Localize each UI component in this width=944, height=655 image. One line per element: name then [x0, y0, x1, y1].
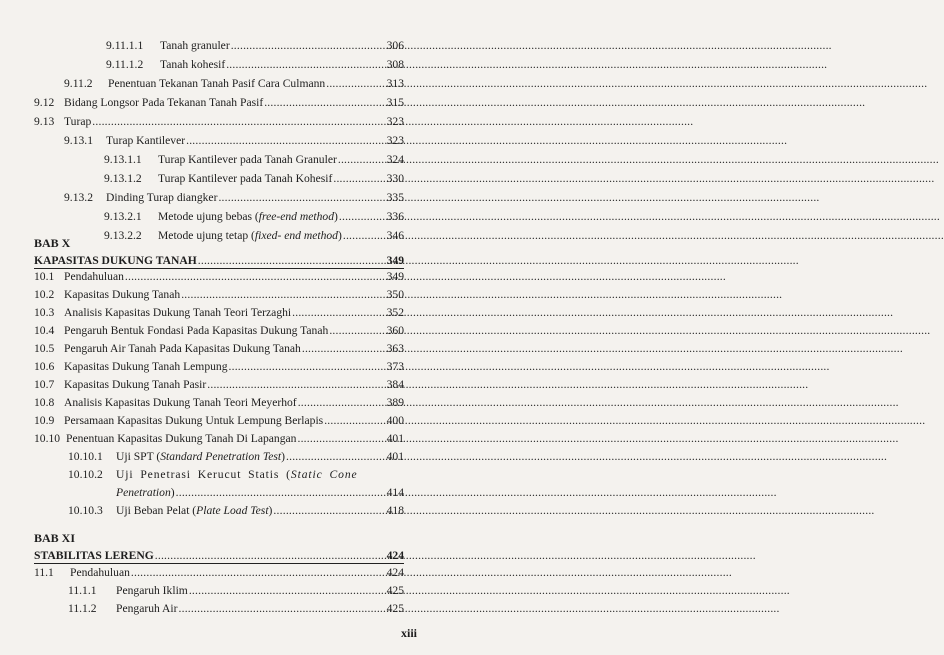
toc-entry-number: 11.1.2 [68, 602, 97, 615]
toc-entry [34, 341, 404, 356]
toc-entry-page: 350 [386, 288, 404, 301]
toc-entry-number: 9.12 [34, 96, 55, 109]
toc-entry [64, 190, 404, 205]
dot-leader [273, 503, 381, 518]
chapter-label: BAB XI [34, 531, 76, 545]
toc-entry-title: Pengaruh Bentuk Fondasi Pada Kapasitas Dukung Tanah [64, 324, 329, 337]
toc-entry-title: Kapasitas Dukung Tanah Pasir [64, 378, 207, 391]
toc-entry [34, 413, 404, 428]
toc-entry-number: 10.10.3 [68, 504, 103, 517]
toc-entry-number: 10.1 [34, 270, 55, 283]
toc-entry-number: 9.11.2 [64, 77, 93, 90]
dot-leader [92, 114, 381, 129]
dot-leader [343, 228, 381, 243]
toc-entry-page: 425 [386, 584, 404, 597]
dot-leader [207, 377, 381, 392]
toc-entry-page: 401 [386, 450, 404, 463]
toc-entry-page: 349 [386, 254, 404, 267]
toc-entry-title: Bidang Longsor Pada Tekanan Tanah Pasif [64, 96, 264, 109]
toc-entry [34, 323, 404, 338]
toc-entry-title: Persamaan Kapasitas Dukung Untuk Lempung Berlapis [64, 414, 324, 427]
toc-entry-number: 10.4 [34, 324, 55, 337]
dot-leader [324, 413, 381, 428]
toc-entry-page: 323 [386, 115, 404, 128]
dot-leader [131, 565, 381, 580]
toc-entry-page: 373 [386, 360, 404, 373]
heading-underline [34, 563, 404, 564]
toc-entry-title: Pendahuluan [70, 566, 130, 579]
toc-entry [34, 565, 404, 580]
toc-entry-title: Dinding Turap diangker [106, 191, 218, 204]
toc-entry-number: 9.13.1 [64, 134, 93, 147]
toc-entry-page: 306 [386, 39, 404, 52]
toc-entry-number: 10.9 [34, 414, 55, 427]
toc-entry-number: 10.5 [34, 342, 55, 355]
toc-entry-number: 10.8 [34, 396, 55, 409]
toc-entry-page: 313 [386, 77, 404, 90]
dot-leader [339, 209, 381, 224]
toc-entry [34, 431, 404, 446]
toc-entry-number: 10.10.1 [68, 450, 103, 463]
toc-entry [34, 359, 404, 374]
toc-entry-title: Tanah kohesif [160, 58, 226, 71]
toc-entry-title: STABILITAS LERENG [34, 549, 154, 562]
toc-entry-page: 424 [386, 566, 404, 579]
dot-leader [264, 95, 381, 110]
dot-leader [125, 269, 381, 284]
toc-entry-page: 401 [386, 432, 404, 445]
toc-entry-title: Penentuan Tekanan Tanah Pasif Cara Culmann [108, 77, 326, 90]
toc-entry-page: 349 [386, 270, 404, 283]
toc-entry-page: 400 [386, 414, 404, 427]
toc-entry-page: 330 [386, 172, 404, 185]
toc-entry-title: Turap Kantilever pada Tanah Granuler [158, 153, 337, 166]
toc-entry [68, 467, 404, 482]
toc-entry-page: 414 [386, 486, 404, 499]
toc-entry [68, 485, 404, 500]
page-folio: xiii [400, 626, 417, 640]
dot-leader [198, 253, 381, 268]
dot-leader [155, 548, 381, 563]
toc-entry-number: 9.13 [34, 115, 55, 128]
toc-entry-page: 346 [386, 229, 404, 242]
toc-entry-title: Tanah granuler [160, 39, 230, 52]
toc-entry [34, 95, 404, 110]
dot-leader [231, 38, 381, 53]
toc-entry [64, 76, 404, 91]
toc-entry-number: 9.13.2 [64, 191, 93, 204]
toc-entry [68, 449, 404, 464]
chapter-label: BAB X [34, 236, 71, 250]
toc-entry [64, 133, 404, 148]
toc-entry-number: 10.7 [34, 378, 55, 391]
dot-leader [189, 583, 381, 598]
toc-entry-number: 9.11.1.1 [106, 39, 144, 52]
toc-entry-number: 10.10.2 [68, 468, 103, 481]
toc-entry [34, 377, 404, 392]
toc-entry-page: 363 [386, 342, 404, 355]
toc-page [0, 0, 455, 655]
toc-entry-title: Uji Beban Pelat (Plate Load Test) [116, 504, 273, 517]
toc-entry-page: 324 [386, 153, 404, 166]
dot-leader [298, 395, 381, 410]
toc-entry-title: Kapasitas Dukung Tanah [64, 288, 181, 301]
toc-entry [34, 114, 404, 129]
toc-entry-title: Metode ujung tetap (fixed- end method) [158, 229, 342, 242]
toc-entry-title: Penentuan Kapasitas Dukung Tanah Di Lapangan [66, 432, 297, 445]
dot-leader [329, 323, 381, 338]
toc-entry-title: Turap [64, 115, 92, 128]
toc-entry [34, 287, 404, 302]
toc-entry-title: Kapasitas Dukung Tanah Lempung [64, 360, 228, 373]
toc-entry-page: 360 [386, 324, 404, 337]
toc-entry-title: Pengaruh Iklim [116, 584, 188, 597]
dot-leader [286, 449, 381, 464]
toc-entry-page: 336 [386, 210, 404, 223]
chapter-heading [34, 548, 404, 563]
dot-leader [297, 431, 381, 446]
toc-entry-title: KAPASITAS DUKUNG TANAH [34, 254, 197, 267]
dot-leader [292, 305, 381, 320]
toc-entry [68, 503, 404, 518]
toc-entry-number: 10.2 [34, 288, 55, 301]
toc-entry-number: 11.1.1 [68, 584, 97, 597]
toc-entry-title: Penetration) [116, 486, 175, 499]
toc-entry-title: Turap Kantilever pada Tanah Kohesif [158, 172, 333, 185]
toc-entry [68, 601, 404, 616]
toc-entry-page: 308 [386, 58, 404, 71]
dot-leader [176, 485, 381, 500]
toc-entry-title: Pengaruh Air [116, 602, 178, 615]
toc-entry [106, 38, 404, 53]
toc-entry-title: Turap Kantilever [106, 134, 186, 147]
toc-entry-page: 384 [386, 378, 404, 391]
toc-entry-number: 9.13.1.1 [104, 153, 142, 166]
toc-entry-number: 9.13.1.2 [104, 172, 142, 185]
toc-entry-title: Analisis Kapasitas Dukung Tanah Teori Meyerhof [64, 396, 297, 409]
toc-entry [104, 171, 404, 186]
toc-entry-number: 10.10 [34, 432, 61, 445]
toc-entry [34, 395, 404, 410]
toc-entry-page: 389 [386, 396, 404, 409]
toc-entry-page: 335 [386, 191, 404, 204]
toc-entry-page: 424 [386, 549, 404, 562]
dot-leader [338, 152, 381, 167]
dot-leader [333, 171, 381, 186]
toc-entry-page: 418 [386, 504, 404, 517]
toc-entry-number: 9.13.2.1 [104, 210, 142, 223]
dot-leader [218, 190, 381, 205]
toc-entry-number: 9.13.2.2 [104, 229, 142, 242]
dot-leader [179, 601, 381, 616]
toc-entry-number: 10.6 [34, 360, 55, 373]
toc-entry-title: Metode ujung bebas (free-end method) [158, 210, 338, 223]
toc-entry [34, 269, 404, 284]
toc-entry [104, 209, 404, 224]
dot-leader [186, 133, 381, 148]
toc-entry-number: 11.1 [34, 566, 54, 579]
toc-entry [106, 57, 404, 72]
dot-leader [226, 57, 381, 72]
dot-leader [326, 76, 381, 91]
toc-entry-title: Pengaruh Air Tanah Pada Kapasitas Dukung Tanah [64, 342, 301, 355]
toc-entry-number: 9.11.1.2 [106, 58, 144, 71]
toc-entry-number: 10.3 [34, 306, 55, 319]
toc-entry [104, 152, 404, 167]
toc-entry-page: 323 [386, 134, 404, 147]
toc-entry [104, 228, 404, 243]
toc-entry-title: Uji SPT (Standard Penetration Test) [116, 450, 286, 463]
toc-entry-title: Analisis Kapasitas Dukung Tanah Teori Terzaghi [64, 306, 292, 319]
toc-entry-title: Pendahuluan [64, 270, 124, 283]
chapter-heading [34, 253, 404, 268]
dot-leader [229, 359, 381, 374]
dot-leader [302, 341, 381, 356]
toc-entry [34, 305, 404, 320]
dot-leader [181, 287, 381, 302]
toc-entry-title: Uji Penetrasi Kerucut Statis (Static Cone [116, 468, 358, 481]
toc-entry-page: 352 [386, 306, 404, 319]
toc-entry-page: 425 [386, 602, 404, 615]
toc-entry-page: 315 [386, 96, 404, 109]
toc-entry [68, 583, 404, 598]
